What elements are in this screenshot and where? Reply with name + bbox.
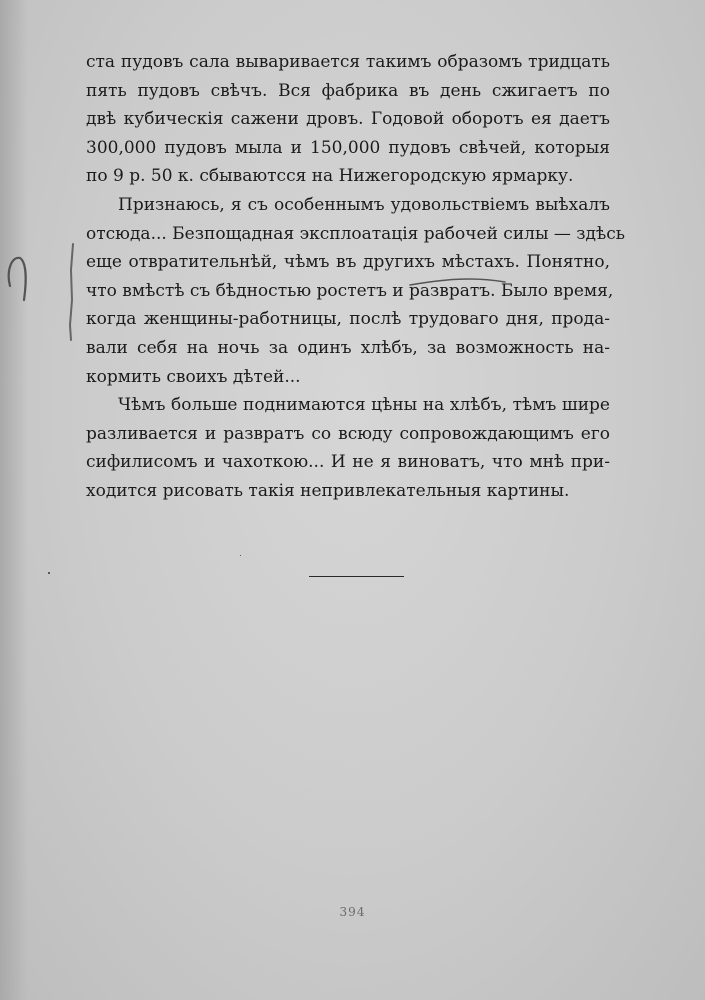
text-line: пять пудовъ свѣчъ. Вся фабрика въ день сжигаетъ по: [86, 80, 610, 101]
text-line: ходится рисовать такія непривлекательныя картины.: [86, 480, 570, 501]
text-line: сифилисомъ и чахоткою... И не я виноватъ, что мнѣ при-: [86, 452, 610, 473]
paragraph-3: [86, 391, 610, 505]
paper-speck: [48, 572, 50, 574]
text-line: кормить своихъ дѣтей...: [86, 366, 301, 387]
text-line: еще отвратительнѣй, чѣмъ въ другихъ мѣстахъ. Понятно,: [86, 252, 610, 273]
body-text: [86, 48, 626, 506]
text-line: 300,000 пудовъ мыла и 150,000 пудовъ свѣчей, которыя: [86, 137, 610, 158]
text-line: что вмѣстѣ съ бѣдностью ростетъ и развратъ. Было время,: [86, 280, 614, 301]
paper-speck: [240, 555, 241, 556]
text-line: Признаюсь, я съ особеннымъ удовольствіемъ выѣхалъ: [118, 194, 610, 215]
pencil-hook-mark: [9, 258, 26, 300]
text-line: Чѣмъ больше поднимаются цѣны на хлѣбъ, тѣмъ шире: [118, 395, 610, 416]
text-line: разливается и развратъ со всюду сопровождающимъ его: [86, 423, 610, 444]
paragraph-2: [86, 191, 626, 391]
text-line: ста пудовъ сала вывариваетcя такимъ образомъ тридцать: [86, 52, 610, 72]
text-line: по 9 р. 50 к. сбываютсся на Нижегородскую ярмарку.: [86, 166, 574, 187]
text-line: когда женщины-работницы, послѣ трудоваго дня, прода-: [86, 309, 610, 330]
paragraph-1: [86, 48, 610, 191]
pencil-margin-line: [70, 244, 73, 340]
text-line: двѣ кубическія сажени дровъ. Годовой оборотъ ея даетъ: [86, 109, 610, 130]
text-line: отсюда... Безпощадная эксплоатація рабочей силы — здѣсь: [86, 223, 626, 244]
text-line: вали себя на ночь за одинъ хлѣбъ, за возможность на-: [86, 337, 610, 358]
page-number: 394: [339, 905, 366, 919]
section-divider: [309, 576, 404, 577]
